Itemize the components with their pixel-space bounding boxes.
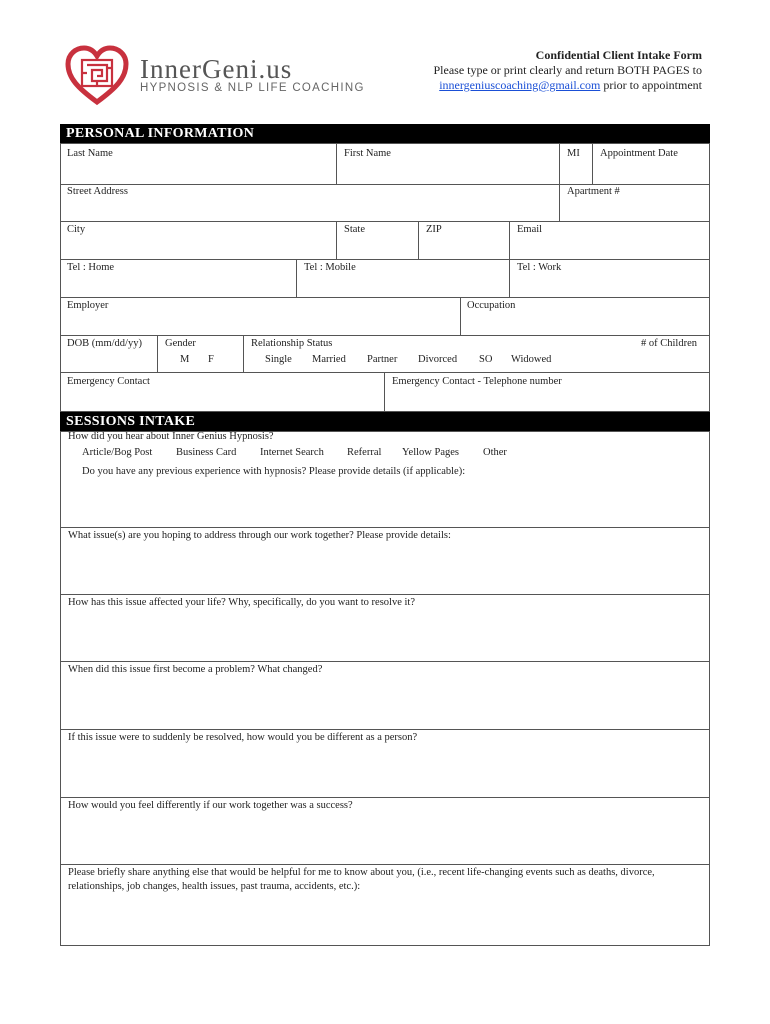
brand-name: InnerGeni.us: [140, 54, 293, 84]
mi-field[interactable]: MI: [567, 148, 580, 159]
relationship-option-married[interactable]: Married: [312, 354, 346, 365]
form-title: Confidential Client Intake Form: [535, 48, 702, 62]
hear-about-question: How did you hear about Inner Genius Hypnosis?: [68, 431, 274, 442]
success-question[interactable]: How would you feel differently if our work together was a success?: [68, 800, 353, 811]
hear-option-other[interactable]: Other: [483, 447, 507, 458]
share-question-line-2: relationships, job changes, health issues, past trauma, accidents, etc.):: [68, 881, 361, 892]
relationship-status-label: Relationship Status: [251, 338, 333, 349]
apartment-field[interactable]: Apartment #: [567, 186, 620, 197]
relationship-option-single[interactable]: Single: [265, 354, 292, 365]
share-question[interactable]: Please briefly share anything else that would be helpful for me to know about you, (i.e., recent life-changing events such as deaths, divorce,: [68, 867, 655, 878]
first-name-field[interactable]: First Name: [344, 148, 391, 159]
instructions-line: Please type or print clearly and return BOTH PAGES to: [433, 63, 702, 77]
zip-field[interactable]: ZIP: [426, 224, 442, 235]
hear-option-referral[interactable]: Referral: [347, 447, 382, 458]
sessions-intake-heading: SESSIONS INTAKE: [60, 412, 710, 431]
emergency-telephone-field[interactable]: Emergency Contact - Telephone number: [392, 376, 562, 387]
dob-field[interactable]: DOB (mm/dd/yy): [67, 338, 142, 349]
tel-work-field[interactable]: Tel : Work: [517, 262, 562, 273]
personal-information-heading: PERSONAL INFORMATION: [60, 124, 710, 143]
hear-option-business-card[interactable]: Business Card: [176, 447, 237, 458]
affected-question[interactable]: How has this issue affected your life? Why, specifically, do you want to resolve it?: [68, 597, 415, 608]
state-field[interactable]: State: [344, 224, 365, 235]
relationship-option-divorced[interactable]: Divorced: [418, 354, 458, 365]
emergency-contact-field[interactable]: Emergency Contact: [67, 376, 150, 387]
tel-home-field[interactable]: Tel : Home: [67, 262, 115, 273]
appointment-date-field[interactable]: Appointment Date: [600, 148, 678, 159]
form-header: [433, 48, 702, 93]
email-link[interactable]: innergeniuscoaching@gmail.com: [439, 78, 601, 92]
relationship-option-partner[interactable]: Partner: [367, 354, 398, 365]
issue-question[interactable]: What issue(s) are you hoping to address through our work together? Please provide details:: [68, 530, 451, 541]
instructions-line-2: innergeniuscoaching@gmail.com prior to appointment: [439, 78, 702, 92]
logo: [64, 44, 365, 108]
relationship-option-so[interactable]: SO: [479, 354, 493, 365]
employer-field[interactable]: Employer: [67, 300, 109, 311]
gender-option-m[interactable]: M: [180, 354, 190, 365]
hear-option-yellow-pages[interactable]: Yellow Pages: [402, 447, 459, 458]
gender-option-f[interactable]: F: [208, 354, 214, 365]
when-question[interactable]: When did this issue first become a problem? What changed?: [68, 664, 323, 675]
email-field[interactable]: Email: [517, 224, 543, 235]
street-address-field[interactable]: Street Address: [67, 186, 128, 197]
hear-option-internet-search[interactable]: Internet Search: [260, 447, 324, 458]
resolved-question[interactable]: If this issue were to suddenly be resolved, how would you be different as a person?: [68, 732, 418, 743]
occupation-field[interactable]: Occupation: [467, 300, 516, 311]
gender-label: Gender: [165, 338, 196, 349]
hear-option-article[interactable]: Article/Bog Post: [82, 447, 153, 458]
city-field[interactable]: City: [67, 224, 86, 235]
last-name-field[interactable]: Last Name: [67, 148, 113, 159]
heart-maze-icon: [64, 44, 130, 108]
tel-mobile-field[interactable]: Tel : Mobile: [304, 262, 356, 273]
brand-tagline: HYPNOSIS & NLP LIFE COACHING: [140, 82, 365, 94]
experience-question[interactable]: Do you have any previous experience with hypnosis? Please provide details (if applicable):: [82, 466, 466, 477]
relationship-option-widowed[interactable]: Widowed: [511, 354, 552, 365]
children-field[interactable]: # of Children: [641, 338, 697, 349]
